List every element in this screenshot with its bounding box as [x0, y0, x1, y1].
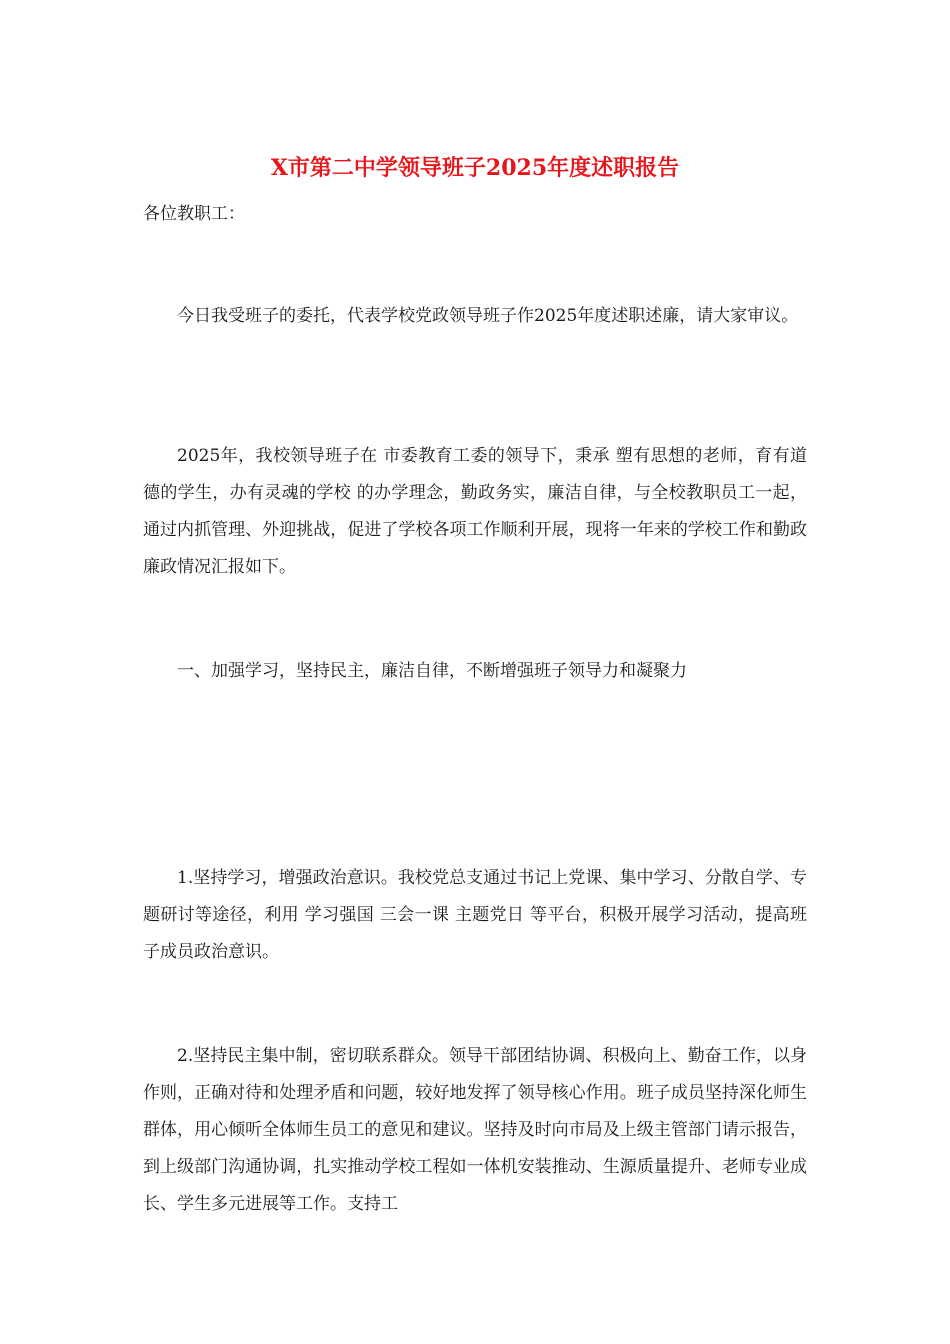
salutation: 各位教职工： — [143, 204, 245, 224]
paragraph-intro: 今日我受班子的委托，代表学校党政领导班子作2025年度述职述廉，请大家审议。 — [177, 306, 799, 326]
paragraph-overview: 2025年，我校领导班子在 市委教育工委的领导下，秉承 塑有思想的老师，育有道德的学生，办有灵魂的学校 的办学理念，勤政务实，廉洁自律，与全校教职员工一起，通过内抓管理、外迎挑战，促进了学校各项工作顺利开展，现将一年来的学校工作和勤政廉政情况汇报如下。 — [143, 446, 807, 577]
document-title: X市第二中学领导班子2025年度述职报告 — [270, 155, 680, 181]
paragraph-item-1: 1.坚持学习，增强政治意识。我校党总支通过书记上党课、集中学习、分散自学、专题研讨等途径，利用 学习强国 三会一课 主题党日 等平台，积极开展学习活动，提高班子成员政治意识。 — [143, 868, 807, 962]
section-heading-1: 一、加强学习，坚持民主，廉洁自律，不断增强班子领导力和凝聚力 — [177, 661, 687, 681]
paragraph-item-2: 2.坚持民主集中制，密切联系群众。领导干部团结协调、积极向上、勤奋工作，以身作则，正确对待和处理矛盾和问题，较好地发挥了领导核心作用。班子成员坚持深化师生群体，用心倾听全体师生员工的意见和建议。坚持及时向市局及上级主管部门请示报告，到上级部门沟通协调，扎实推动学校工程如一体机安装推动、生源质量提升、老师专业成长、学生多元进展等工作。支持工 — [143, 1046, 807, 1214]
